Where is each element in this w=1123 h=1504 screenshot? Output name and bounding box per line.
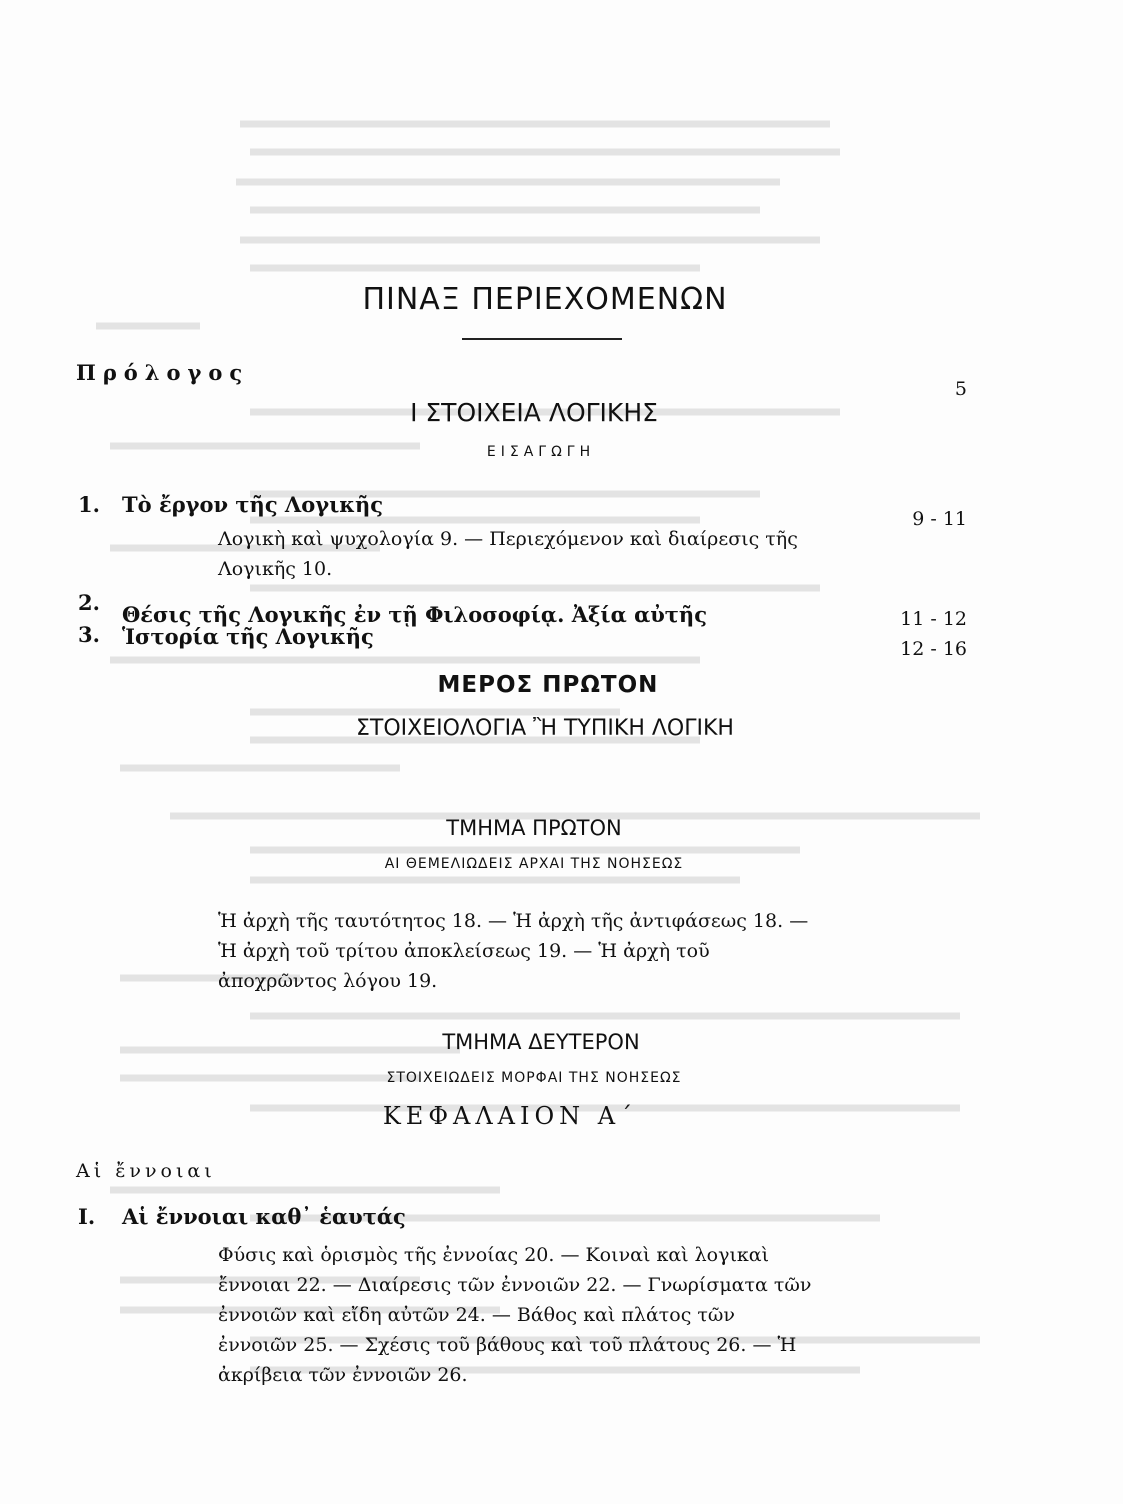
meros-subheading: ΣΤΟΙΧΕΙΟΛΟΓΙΑ Ἢ ΤΥΠΙΚΗ ΛΟΓΙΚΗ (356, 716, 734, 741)
introduction-heading: ΕΙΣΑΓΩΓΗ (486, 444, 596, 460)
tmima-one-subheading: ΑΙ ΘΕΜΕΛΙΩΔΕΙΣ ΑΡΧΑΙ ΤΗΣ ΝΟΗΣΕΩΣ (384, 856, 684, 872)
section-number: Ι. (78, 1204, 96, 1229)
page-title: ΠΙΝΑΞ ΠΕΡΙΕΧΟΜΕΝΩΝ (362, 282, 728, 317)
prologue-page: 5 (954, 378, 967, 400)
intro-item-pages: 11 - 12 (900, 608, 967, 630)
prologue-label: Πρόλογος (76, 360, 250, 385)
tmima-one-description: Ἡ ἀρχὴ τῆς ταυτότητος 18. — Ἡ ἀρχὴ τῆς ἀντιφάσεως 18. — Ἡ ἀρχὴ τοῦ τρίτου ἀποκλείσεως 19. — Ἡ ἀρχὴ τοῦ ἀποχρῶντος λόγου 19. (218, 910, 809, 992)
tmima-two-heading: ΤΜΗΜΑ ΔΕΥΤΕΡΟΝ (442, 1030, 640, 1054)
meros-heading: ΜΕΡΟΣ ΠΡΩΤΟΝ (437, 672, 659, 698)
section-description: Φύσις καὶ ὁρισμὸς τῆς ἐννοίας 20. — Κοιναὶ καὶ λογικαὶ ἔννοιαι 22. — Διαίρεσις τῶν ἐννοιῶν 22. — Γνωρίσματα τῶν ἐννοιῶν καὶ εἴδη αὐτῶν 24. — Βάθος καὶ πλάτος τῶν ἐννοιῶν 25. — Σχέσις τοῦ βάθους καὶ τοῦ πλάτους 26. — Ἡ ἀκρίβεια τῶν ἐννοιῶν 26. (218, 1244, 812, 1386)
title-underline (462, 338, 622, 340)
chapter-heading: ΚΕΦΑΛΑΙΟΝ Α΄ (382, 1102, 638, 1130)
intro-item-title: Θέσις τῆς Λογικῆς ἐν τῇ Φιλοσοφίᾳ. Ἀξία αὐτῆς (122, 602, 707, 627)
intro-item-description: Λογικὴ καὶ ψυχολογία 9. — Περιεχόμενον καὶ διαίρεσις τῆς Λογικῆς 10. (218, 528, 798, 580)
tmima-one-heading: ΤΜΗΜΑ ΠΡΩΤΟΝ (446, 816, 622, 840)
part-one-heading: Ι ΣΤΟΙΧΕΙΑ ΛΟΓΙΚΗΣ (410, 398, 658, 427)
intro-item-pages: 12 - 16 (900, 638, 967, 660)
intro-item-title: Τὸ ἔργον τῆς Λογικῆς (122, 492, 384, 517)
intro-item-number: 2. (78, 590, 100, 615)
ai-ennoiai-label: Αἱ ἔννοιαι (76, 1160, 216, 1182)
tmima-two-subheading: ΣΤΟΙΧΕΙΩΔΕΙΣ ΜΟΡΦΑΙ ΤΗΣ ΝΟΗΣΕΩΣ (386, 1070, 682, 1086)
intro-item-title: Ἱστορία τῆς Λογικῆς (122, 624, 374, 649)
intro-item-pages: 9 - 11 (912, 508, 967, 530)
section-title: Αἱ ἔννοιαι καθ᾽ ἑαυτάς (122, 1204, 406, 1229)
intro-item-number: 3. (78, 622, 100, 647)
intro-item-number: 1. (78, 492, 100, 517)
